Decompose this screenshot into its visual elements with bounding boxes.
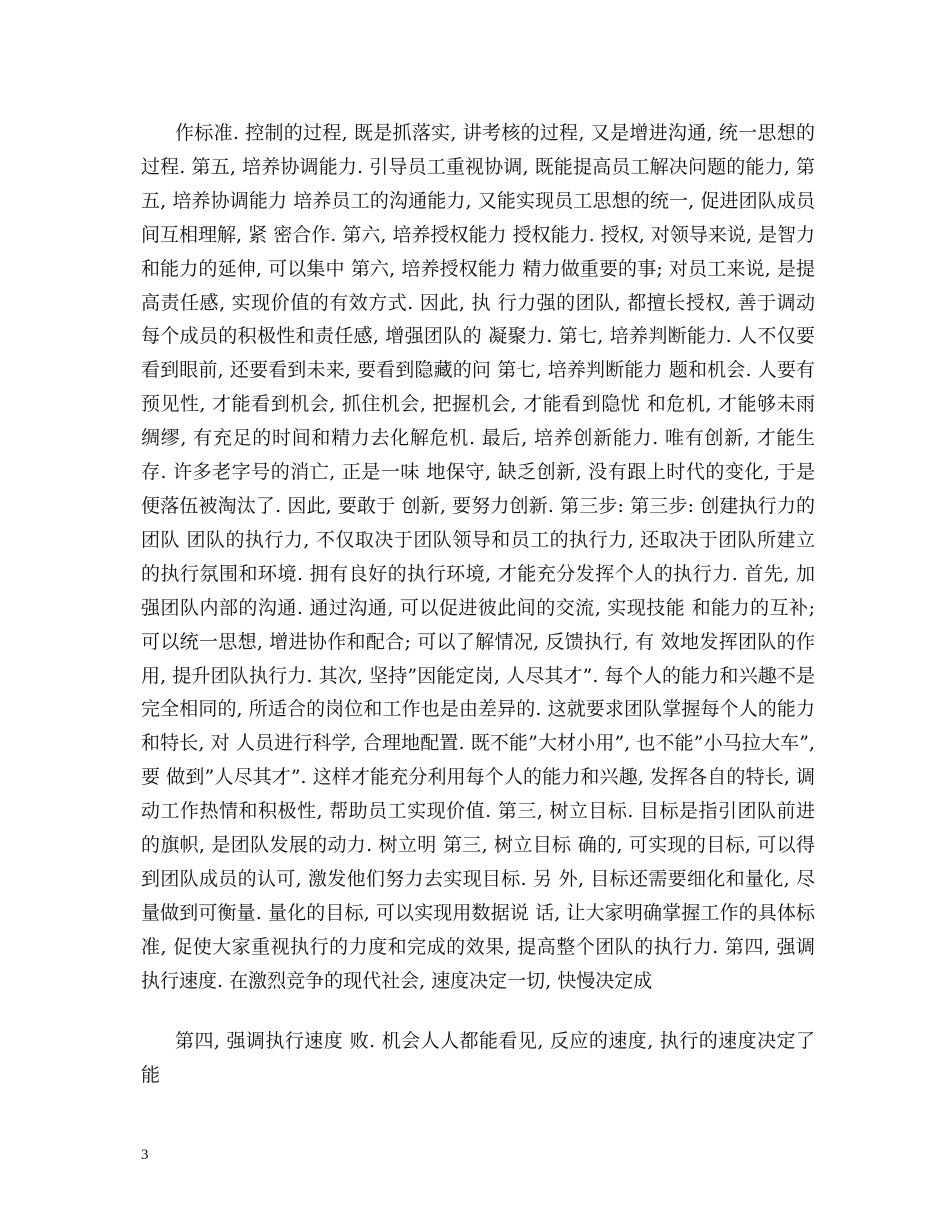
body-paragraph: 第四, 强调执行速度 败. 机会人人都能看见, 反应的速度, 执行的速度决定了能 <box>141 1030 815 1086</box>
body-paragraph: 作标准. 控制的过程, 既是抓落实, 讲考核的过程, 又是增进沟通, 统一思想的 过程. 第五, 培养协调能力. 引导员工重视协调, 既能提高员工解决问题的能力, 第五, 培养协调能力 培养员工的沟通能力, 又能实现员工思想的统一, 促进团队成员间互相理解, 紧 密合作. 第六, 培养授权能力 授权能力. 授权, 对领导来说, 是智力和能力的延伸, 可以集中 第六, 培养授权能力 精力做重要的事; 对员工来说, 是提高责任感, 实现价值的有效方式. 因此, 执 行力强的团队, 都擅长授权, 善于调动每个成员的积极性和责任感, 增强团队的 凝聚力. 第七, 培养判断能力. 人不仅要看到眼前, 还要看到未来, 要看到隐藏的问 第七, 培养判断能力 题和机会. 人要有预见性, 才能看到机会, 抓住机会, 把握机会, 才能看到隐忧 和危机, 才能够未雨绸缪, 有充足的时间和精力去化解危机. 最后, 培养创新能力. 唯有创新, 才能生存. 许多老字号的消亡, 正是一味 地保守, 缺乏创新, 没有跟上时代的变化, 于是便落伍被淘汰了. 因此, 要敢于 创新, 要努力创新. 第三步: 第三步: 创建执行力的团队 团队的执行力, 不仅取决于团队领导和员工的执行力, 还取决于团队所建立 的执行氛围和环境. 拥有良好的执行环境, 才能充分发挥个人的执行力. 首先, 加强团队内部的沟通. 通过沟通, 可以促进彼此间的交流, 实现技能 和能力的互补; 可以统一思想, 增进协作和配合; 可以了解情况, 反馈执行, 有 效地发挥团队的作用, 提升团队执行力. 其次, 坚持”因能定岗, 人尽其才”. 每个人的能力和兴趣不是完全相同的, 所适合的岗位和工作也是由差异的. 这就要求团队掌握每个人的能力和特长, 对 人员进行科学, 合理地配置. 既不能”大材小用”, 也不能”小马拉大车”, 要 做到”人尽其才”. 这样才能充分利用每个人的能力和兴趣, 发挥各自的特长, 调动工作热情和积极性, 帮助员工实现价值. 第三, 树立目标. 目标是指引团队前进的旗帜, 是团队发展的动力. 树立明 第三, 树立目标 确的, 可实现的目标, 可以得到团队成员的认可, 激发他们努力去实现目标. 另 外, 目标还需要细化和量化, 尽量做到可衡量. 量化的目标, 可以实现用数据说 话, 让大家明确掌握工作的具体标准, 促使大家重视执行的力度和完成的效果, 提高整个团队的执行力. 第四, 强调执行速度. 在激烈竞争的现代社会, 速度决定一切, 快慢决定成 <box>141 122 815 992</box>
page-number: 3 <box>141 1147 149 1163</box>
